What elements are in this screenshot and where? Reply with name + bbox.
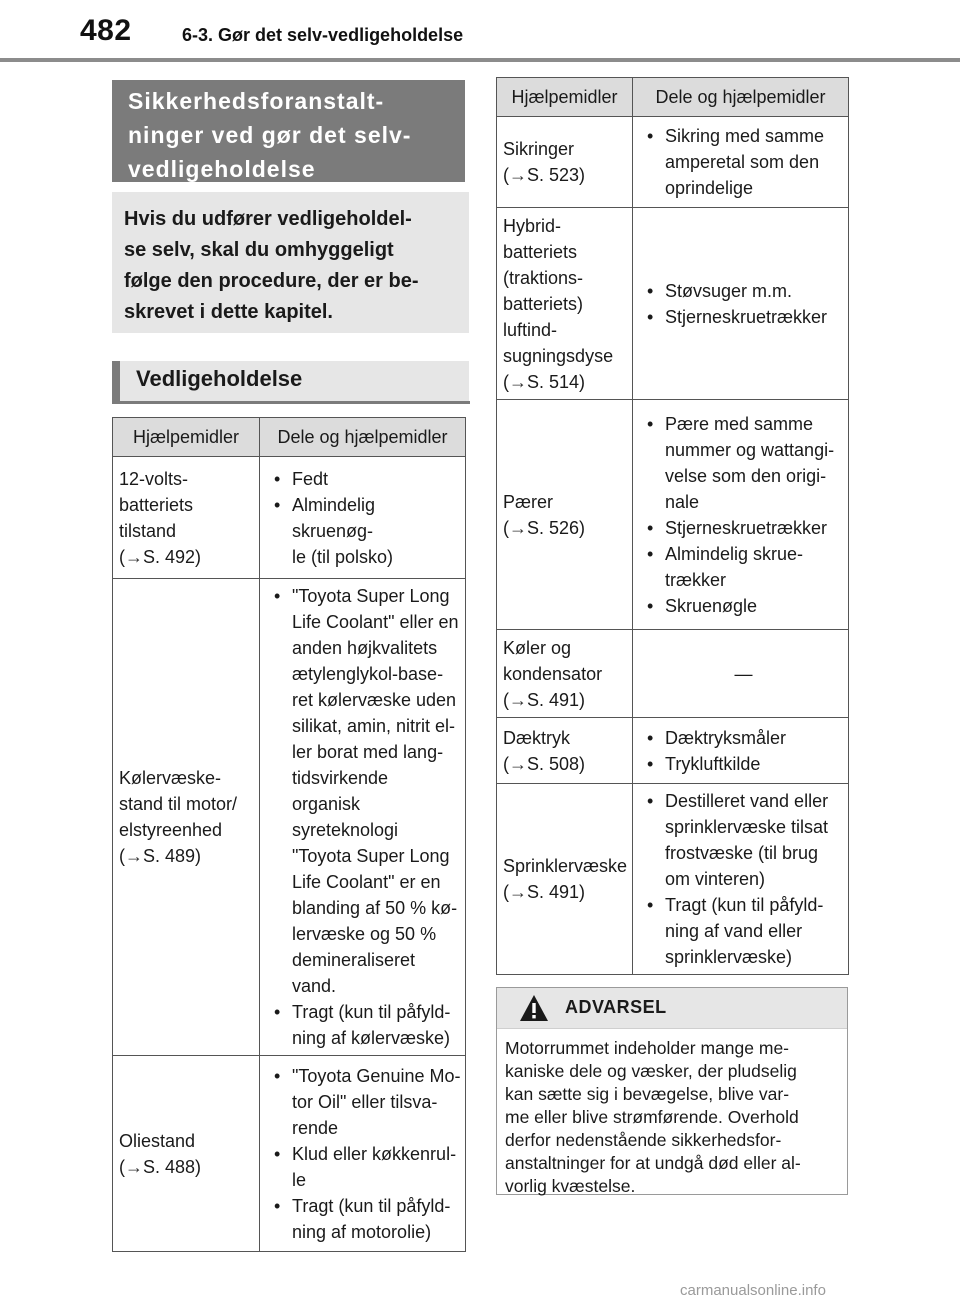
parts-list-item xyxy=(643,541,844,593)
parts-list xyxy=(643,725,844,777)
tool-cell xyxy=(497,400,633,630)
parts-line: • Fedt xyxy=(292,468,329,489)
page-number: 482 xyxy=(80,14,132,47)
parts-list xyxy=(643,278,844,330)
parts-list-item xyxy=(643,892,844,970)
tools-table-left xyxy=(112,417,466,1252)
parts-line: • Tragt (kun til påfyld- xyxy=(665,895,824,915)
arrow-right-icon: → xyxy=(509,165,527,185)
parts-list-item xyxy=(643,725,844,751)
parts-line: anden højkvalitets xyxy=(292,638,438,658)
table-body-right xyxy=(497,117,849,975)
parts-line: ning af motorolie) xyxy=(292,1221,432,1242)
parts-line: rende xyxy=(292,1117,339,1138)
warning-body xyxy=(497,1029,847,1206)
arrow-right-icon: → xyxy=(125,546,143,567)
page-reference: (→S. 523) xyxy=(503,165,586,185)
tool-name-line: Sprinklervæske xyxy=(503,856,628,876)
tool-name-line: batteriets) xyxy=(503,293,584,314)
intro-line: Hvis du udfører vedligeholdel- xyxy=(124,208,412,230)
parts-line: oprindelige xyxy=(665,178,754,198)
parts-line: tor Oil" eller tilsva- xyxy=(292,1091,438,1112)
page-reference-text: S. 491) xyxy=(527,882,586,902)
parts-list-item xyxy=(643,304,844,330)
parts-line: ning af kølervæske) xyxy=(292,1028,451,1048)
page-reference: (→S. 492) xyxy=(119,546,202,567)
warning-triangle-icon xyxy=(519,994,549,1022)
parts-list-item xyxy=(643,751,844,777)
maintenance-heading-rule xyxy=(112,401,470,404)
arrow-right-icon: → xyxy=(509,882,527,902)
parts-line: sprinklervæske) xyxy=(665,947,793,967)
tool-cell xyxy=(113,1056,260,1252)
parts-list xyxy=(270,583,461,1051)
parts-cell xyxy=(633,400,849,630)
tool-name-line: Pærer xyxy=(503,491,554,512)
parts-line: • Tragt (kun til påfyld- xyxy=(292,1195,451,1216)
parts-cell xyxy=(260,579,466,1056)
tool-cell xyxy=(113,457,260,579)
warning-header xyxy=(497,988,847,1029)
page-reference-text: S. 514) xyxy=(527,371,586,392)
tool-name-line: sugningsdyse xyxy=(503,345,614,366)
warning-line: kaniske dele og væsker, der pludselig xyxy=(505,1061,797,1081)
warning-line: anstaltninger for at undgå død eller al- xyxy=(505,1153,801,1173)
tool-name-line: (traktions- xyxy=(503,267,584,288)
tool-cell xyxy=(497,208,633,400)
tool-name-line: Kølervæske- xyxy=(119,768,222,788)
parts-list-item xyxy=(270,583,461,999)
parts-line: om vinteren) xyxy=(665,869,766,889)
chapter-title: 6-3. Gør det selv-vedligeholdelse xyxy=(182,25,464,45)
section-title-box xyxy=(112,80,465,182)
parts-line: le xyxy=(292,1169,307,1190)
section-title-line: vedligeholdelse xyxy=(128,156,316,182)
parts-line: nummer og wattangi- xyxy=(665,439,835,460)
arrow-right-icon: → xyxy=(509,689,527,710)
table-row xyxy=(113,1056,466,1252)
parts-line: demineraliseret xyxy=(292,950,416,970)
parts-line: lervæske og 50 % xyxy=(292,924,437,944)
parts-list xyxy=(643,788,844,970)
table-row xyxy=(497,400,849,630)
page-reference: (→S. 489) xyxy=(119,846,202,866)
parts-list-item xyxy=(270,1193,461,1245)
warning-line: Motorrummet indeholder mange me- xyxy=(505,1038,790,1058)
page-reference-text: S. 492) xyxy=(143,546,202,567)
parts-line: • Stjerneskruetrækker xyxy=(665,306,828,327)
page-reference-text: S. 508) xyxy=(527,753,586,774)
tool-name-line: Køler og xyxy=(503,637,572,658)
parts-list-item xyxy=(270,1141,461,1193)
parts-cell xyxy=(633,784,849,975)
parts-line: amperetal som den xyxy=(665,152,820,172)
tool-name-line: Dæktryk xyxy=(503,727,570,748)
parts-list-item xyxy=(270,999,461,1051)
arrow-right-icon: → xyxy=(509,753,527,774)
parts-line: "Toyota Super Long xyxy=(292,846,450,866)
parts-line: velse som den origi- xyxy=(665,465,827,486)
tool-name-line: stand til motor/ xyxy=(119,794,238,814)
tool-name-line: kondensator xyxy=(503,663,603,684)
warning-box xyxy=(496,987,848,1195)
page-reference-text: S. 488) xyxy=(143,1156,202,1177)
warning-line: derfor nedenstående sikkerhedsfor- xyxy=(505,1130,782,1150)
parts-line: • Dæktryksmåler xyxy=(665,727,787,748)
parts-line: • Stjerneskruetrækker xyxy=(665,517,828,538)
tool-cell xyxy=(497,117,633,208)
col-header-parts: Dele og hjælpemidler xyxy=(633,78,849,117)
parts-line: • "Toyota Super Long xyxy=(292,586,450,606)
arrow-right-icon: → xyxy=(509,371,527,392)
parts-line: • Almindelig skrue- xyxy=(665,543,804,564)
parts-cell xyxy=(633,630,849,718)
parts-line: • Klud eller køkkenrul- xyxy=(292,1143,457,1164)
parts-cell xyxy=(633,117,849,208)
arrow-right-icon: → xyxy=(125,846,143,866)
arrow-right-icon: → xyxy=(125,1156,143,1177)
page-reference: (→S. 491) xyxy=(503,882,586,902)
tool-name-line: Sikringer xyxy=(503,139,575,159)
table-row xyxy=(497,784,849,975)
page-reference: (→S. 508) xyxy=(503,753,586,774)
parts-cell xyxy=(633,208,849,400)
parts-line: • Trykluftkilde xyxy=(665,753,761,774)
parts-line: vand. xyxy=(292,976,337,996)
parts-list-item xyxy=(270,1063,461,1141)
page-reference-text: S. 526) xyxy=(527,517,586,538)
parts-list-item xyxy=(270,492,461,570)
parts-line: • Tragt (kun til påfyld- xyxy=(292,1002,451,1022)
parts-line: frostvæske (til brug xyxy=(665,843,819,863)
intro-box xyxy=(112,192,469,333)
parts-list xyxy=(643,123,844,201)
tool-cell xyxy=(497,718,633,784)
parts-cell xyxy=(633,718,849,784)
table-row xyxy=(497,117,849,208)
empty-dash: — xyxy=(734,663,753,684)
parts-line: • Sikring med samme xyxy=(665,126,825,146)
tools-table-right xyxy=(496,77,849,975)
parts-line: syreteknologi xyxy=(292,820,399,840)
section-title-line: Sikkerhedsforanstalt- xyxy=(128,88,385,114)
table-row xyxy=(497,718,849,784)
table-header-row xyxy=(497,78,849,117)
parts-line: le (til polsko) xyxy=(292,546,394,567)
col-header-tools: Hjælpemidler xyxy=(113,418,260,457)
parts-line: silikat, amin, nitrit el- xyxy=(292,716,456,736)
parts-line: tidsvirkende organisk xyxy=(292,768,389,814)
header-rule xyxy=(0,58,960,62)
parts-cell xyxy=(260,457,466,579)
warning-line: vorlig kvæstelse. xyxy=(505,1176,636,1196)
col-header-tools: Hjælpemidler xyxy=(497,78,633,117)
parts-line: • Skruenøgle xyxy=(665,595,758,616)
parts-line: • "Toyota Genuine Mo- xyxy=(292,1065,461,1086)
parts-line: trækker xyxy=(665,569,727,590)
page-reference: (→S. 488) xyxy=(119,1156,202,1177)
parts-list-item xyxy=(643,515,844,541)
parts-line: sprinklervæske tilsat xyxy=(665,817,829,837)
tool-name-line: 12-volts- xyxy=(119,468,189,489)
tool-cell xyxy=(497,630,633,718)
col-header-parts: Dele og hjælpemidler xyxy=(260,418,466,457)
table-row xyxy=(497,208,849,400)
warning-title: ADVARSEL xyxy=(565,997,667,1017)
table-row xyxy=(497,630,849,718)
page-header xyxy=(0,0,960,62)
watermark: carmanualsonline.info xyxy=(680,1282,826,1299)
arrow-right-icon: → xyxy=(509,517,527,538)
parts-cell xyxy=(260,1056,466,1252)
intro-line: følge den procedure, der er be- xyxy=(124,270,419,292)
warning-line: me eller blive strømførende. Overhold xyxy=(505,1107,799,1127)
page-reference: (→S. 526) xyxy=(503,517,586,538)
parts-line: • Pære med samme xyxy=(665,413,814,434)
parts-line: Life Coolant" eller en xyxy=(292,612,459,632)
parts-list-item xyxy=(643,123,844,201)
parts-line: Life Coolant" er en xyxy=(292,872,441,892)
intro-line: skrevet i dette kapitel. xyxy=(124,301,333,323)
tool-name-line: batteriets xyxy=(119,494,194,515)
parts-line: • Støvsuger m.m. xyxy=(665,280,793,301)
parts-line: ler borat med lang- xyxy=(292,742,444,762)
parts-line: ret kølervæske uden xyxy=(292,690,457,710)
parts-list xyxy=(270,1063,461,1245)
parts-list xyxy=(270,466,461,570)
parts-list-item xyxy=(643,278,844,304)
intro-line: se selv, skal du omhyggeligt xyxy=(124,239,394,261)
page-reference-text: S. 491) xyxy=(527,689,586,710)
table-header-row xyxy=(113,418,466,457)
tool-name-line: Oliestand xyxy=(119,1130,196,1151)
tool-name-line: luftind- xyxy=(503,319,558,340)
tool-name-line: batteriets xyxy=(503,241,578,262)
page-reference-text: S. 489) xyxy=(143,846,202,866)
parts-line: ætylenglykol-base- xyxy=(292,664,444,684)
parts-line: nale xyxy=(665,491,700,512)
page-reference: (→S. 491) xyxy=(503,689,586,710)
page-reference-text: S. 523) xyxy=(527,165,586,185)
tool-name-line: Hybrid- xyxy=(503,215,562,236)
parts-line: • Almindelig skruenøg- xyxy=(292,494,376,541)
maintenance-heading: Vedligeholdelse xyxy=(112,361,469,401)
parts-line: blanding af 50 % kø- xyxy=(292,898,458,918)
parts-list-item xyxy=(643,411,844,515)
parts-list-item xyxy=(643,788,844,892)
section-title-line: ninger ved gør det selv- xyxy=(128,122,412,148)
tool-cell xyxy=(497,784,633,975)
parts-line: ning af vand eller xyxy=(665,921,803,941)
parts-line: • Destilleret vand eller xyxy=(665,791,829,811)
tool-name-line: elstyreenhed xyxy=(119,820,223,840)
page-reference: (→S. 514) xyxy=(503,371,586,392)
tool-cell xyxy=(113,579,260,1056)
parts-list-item xyxy=(270,466,461,492)
table-body-left xyxy=(113,457,466,1252)
parts-list-item xyxy=(643,593,844,619)
parts-list xyxy=(643,411,844,619)
warning-line: kan sætte sig i bevægelse, blive var- xyxy=(505,1084,790,1104)
table-row xyxy=(113,579,466,1056)
tool-name-line: tilstand xyxy=(119,520,177,541)
table-row xyxy=(113,457,466,579)
